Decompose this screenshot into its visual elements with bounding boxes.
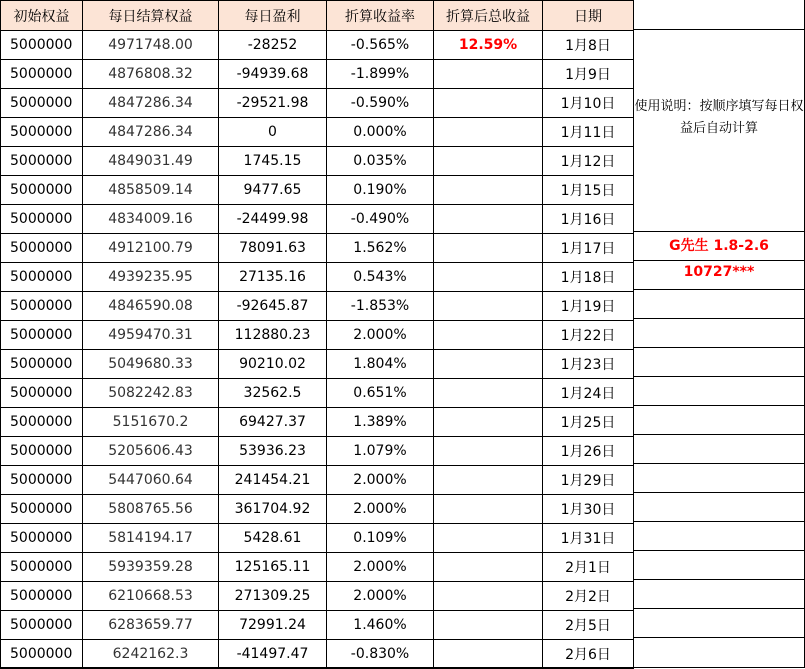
table-row <box>1 437 634 466</box>
cell-return-rate[interactable]: 1.562% <box>327 234 434 263</box>
header-total-return[interactable]: 折算后总收益 <box>434 1 543 31</box>
cell-daily-equity[interactable]: 5049680.33 <box>83 350 219 379</box>
cell-daily-profit[interactable]: -29521.98 <box>219 89 327 118</box>
cell-date[interactable]: 1月25日 <box>543 408 634 437</box>
cell-date[interactable]: 2月2日 <box>543 582 634 611</box>
table-row <box>1 495 634 524</box>
cell-initial-equity[interactable]: 5000000 <box>1 31 83 60</box>
table-row <box>1 640 634 669</box>
cell-return-rate[interactable]: 2.000% <box>327 582 434 611</box>
cell-total-return[interactable] <box>434 205 543 234</box>
cell-date[interactable]: 1月26日 <box>543 437 634 466</box>
cell-date[interactable]: 1月24日 <box>543 379 634 408</box>
cell-daily-profit[interactable]: 72991.24 <box>219 611 327 640</box>
cell-daily-profit[interactable]: 27135.16 <box>219 263 327 292</box>
cell-total-return[interactable] <box>434 147 543 176</box>
cell-daily-equity[interactable]: 4858509.14 <box>83 176 219 205</box>
cell-daily-equity[interactable]: 5808765.56 <box>83 495 219 524</box>
cell-daily-profit[interactable]: -94939.68 <box>219 60 327 89</box>
cell-date[interactable]: 1月22日 <box>543 321 634 350</box>
table-row <box>1 205 634 234</box>
table-row <box>1 89 634 118</box>
cell-daily-profit[interactable]: -24499.98 <box>219 205 327 234</box>
cell-return-rate[interactable]: 2.000% <box>327 321 434 350</box>
cell-return-rate[interactable]: 0.190% <box>327 176 434 205</box>
cell-return-rate[interactable]: -1.853% <box>327 292 434 321</box>
usage-note: 使用说明：按顺序填写每日权益后自动计算 <box>634 99 804 136</box>
cell-daily-profit[interactable]: 69427.37 <box>219 408 327 437</box>
cell-total-return[interactable] <box>434 176 543 205</box>
table-row <box>1 350 634 379</box>
cell-daily-equity[interactable]: 5082242.83 <box>83 379 219 408</box>
cell-total-return[interactable] <box>434 495 543 524</box>
table-row <box>1 321 634 350</box>
cell-initial-equity[interactable]: 5000000 <box>1 524 83 553</box>
cell-date[interactable]: 1月15日 <box>543 176 634 205</box>
table-row <box>1 31 634 60</box>
cell-daily-equity[interactable]: 5151670.2 <box>83 408 219 437</box>
cell-initial-equity[interactable]: 5000000 <box>1 147 83 176</box>
cell-total-return[interactable] <box>434 582 543 611</box>
cell-return-rate[interactable]: 2.000% <box>327 553 434 582</box>
cell-return-rate[interactable]: -1.899% <box>327 60 434 89</box>
cell-total-return[interactable] <box>434 118 543 147</box>
cell-initial-equity[interactable]: 5000000 <box>1 582 83 611</box>
cell-date[interactable]: 1月10日 <box>543 89 634 118</box>
cell-return-rate[interactable]: -0.565% <box>327 31 434 60</box>
cell-total-return[interactable] <box>434 292 543 321</box>
cell-initial-equity[interactable]: 5000000 <box>1 495 83 524</box>
table-row <box>1 611 634 640</box>
cell-initial-equity[interactable]: 5000000 <box>1 437 83 466</box>
cell-total-return[interactable] <box>434 437 543 466</box>
cell-date[interactable]: 1月31日 <box>543 524 634 553</box>
cell-initial-equity[interactable]: 5000000 <box>1 466 83 495</box>
table-row <box>1 60 634 89</box>
cell-return-rate[interactable]: 1.460% <box>327 611 434 640</box>
cell-daily-equity[interactable]: 4876808.32 <box>83 60 219 89</box>
cell-daily-profit[interactable]: -92645.87 <box>219 292 327 321</box>
cell-date[interactable]: 1月23日 <box>543 350 634 379</box>
cell-daily-profit[interactable]: 1745.15 <box>219 147 327 176</box>
cell-total-return[interactable] <box>434 408 543 437</box>
cell-return-rate[interactable]: 2.000% <box>327 495 434 524</box>
cell-return-rate[interactable]: 1.079% <box>327 437 434 466</box>
cell-date[interactable]: 1月8日 <box>543 31 634 60</box>
table-row <box>1 582 634 611</box>
author-account: 10727*** <box>683 264 755 280</box>
cell-daily-equity[interactable]: 4939235.95 <box>83 263 219 292</box>
cell-daily-profit[interactable]: 125165.11 <box>219 553 327 582</box>
cell-initial-equity[interactable]: 5000000 <box>1 234 83 263</box>
cell-daily-profit[interactable]: 9477.65 <box>219 176 327 205</box>
cell-date[interactable]: 1月17日 <box>543 234 634 263</box>
header-daily-equity[interactable]: 每日结算权益 <box>83 1 219 31</box>
cell-initial-equity[interactable]: 5000000 <box>1 263 83 292</box>
table-row <box>1 234 634 263</box>
cell-return-rate[interactable]: 0.035% <box>327 147 434 176</box>
cell-initial-equity[interactable]: 5000000 <box>1 176 83 205</box>
table-row <box>1 176 634 205</box>
cell-total-return[interactable] <box>434 321 543 350</box>
cell-total-return[interactable] <box>434 89 543 118</box>
author-label: G先生 1.8-2.6 <box>669 238 769 254</box>
cell-return-rate[interactable]: 1.389% <box>327 408 434 437</box>
cell-daily-equity[interactable]: 5939359.28 <box>83 553 219 582</box>
cell-total-return[interactable] <box>434 350 543 379</box>
cell-date[interactable]: 1月12日 <box>543 147 634 176</box>
cell-daily-profit[interactable]: 0 <box>219 118 327 147</box>
cell-return-rate[interactable]: 1.804% <box>327 350 434 379</box>
cell-initial-equity[interactable]: 5000000 <box>1 379 83 408</box>
cell-daily-equity[interactable]: 5205606.43 <box>83 437 219 466</box>
cell-initial-equity[interactable]: 5000000 <box>1 89 83 118</box>
header-initial-equity[interactable]: 初始权益 <box>1 1 83 31</box>
table-row <box>1 379 634 408</box>
cell-daily-equity[interactable]: 6242162.3 <box>83 640 219 669</box>
cell-daily-equity[interactable]: 4971748.00 <box>83 31 219 60</box>
cell-daily-profit[interactable]: 271309.25 <box>219 582 327 611</box>
cell-daily-profit[interactable]: -41497.47 <box>219 640 327 669</box>
cell-total-return[interactable] <box>434 553 543 582</box>
cell-return-rate[interactable]: 0.109% <box>327 524 434 553</box>
header-daily-profit[interactable]: 每日盈利 <box>219 1 327 31</box>
cell-daily-profit[interactable]: 361704.92 <box>219 495 327 524</box>
cell-initial-equity[interactable]: 5000000 <box>1 292 83 321</box>
cell-total-return[interactable] <box>434 379 543 408</box>
cell-total-return[interactable] <box>434 611 543 640</box>
cell-date[interactable]: 2月5日 <box>543 611 634 640</box>
cell-daily-profit[interactable]: 32562.5 <box>219 379 327 408</box>
table-row <box>1 466 634 495</box>
cell-return-rate[interactable]: -0.590% <box>327 89 434 118</box>
cell-daily-equity[interactable]: 4847286.34 <box>83 118 219 147</box>
cell-return-rate[interactable]: -0.490% <box>327 205 434 234</box>
cell-daily-equity[interactable]: 4959470.31 <box>83 321 219 350</box>
cell-date[interactable]: 1月11日 <box>543 118 634 147</box>
header-return-rate[interactable]: 折算收益率 <box>327 1 434 31</box>
cell-total-return[interactable] <box>434 640 543 669</box>
cell-date[interactable]: 1月29日 <box>543 466 634 495</box>
table-row <box>1 147 634 176</box>
cell-date[interactable]: 1月9日 <box>543 60 634 89</box>
cell-total-return[interactable] <box>434 524 543 553</box>
cell-daily-equity[interactable]: 4912100.79 <box>83 234 219 263</box>
cell-initial-equity[interactable]: 5000000 <box>1 350 83 379</box>
cell-initial-equity[interactable]: 5000000 <box>1 553 83 582</box>
cell-total-return[interactable] <box>434 234 543 263</box>
cell-initial-equity[interactable]: 5000000 <box>1 118 83 147</box>
cell-total-return[interactable] <box>434 263 543 292</box>
cell-daily-equity[interactable]: 4849031.49 <box>83 147 219 176</box>
header-date[interactable]: 日期 <box>543 1 634 31</box>
cell-initial-equity[interactable]: 5000000 <box>1 321 83 350</box>
table-row <box>1 118 634 147</box>
cell-daily-equity[interactable]: 5447060.64 <box>83 466 219 495</box>
cell-daily-profit[interactable]: 241454.21 <box>219 466 327 495</box>
cell-initial-equity[interactable]: 5000000 <box>1 611 83 640</box>
cell-total-return[interactable]: 12.59% <box>434 31 543 60</box>
cell-total-return[interactable] <box>434 60 543 89</box>
cell-daily-equity[interactable]: 6210668.53 <box>83 582 219 611</box>
table-row <box>1 524 634 553</box>
cell-date[interactable]: 1月16日 <box>543 205 634 234</box>
cell-date[interactable]: 2月1日 <box>543 553 634 582</box>
cell-return-rate[interactable]: 0.000% <box>327 118 434 147</box>
cell-daily-equity[interactable]: 6283659.77 <box>83 611 219 640</box>
cell-daily-profit[interactable]: 5428.61 <box>219 524 327 553</box>
cell-daily-equity[interactable]: 5814194.17 <box>83 524 219 553</box>
cell-total-return[interactable] <box>434 466 543 495</box>
cell-date[interactable]: 1月18日 <box>543 263 634 292</box>
header-row <box>1 1 634 31</box>
cell-daily-equity[interactable]: 4834009.16 <box>83 205 219 234</box>
cell-initial-equity[interactable]: 5000000 <box>1 60 83 89</box>
cell-initial-equity[interactable]: 5000000 <box>1 640 83 669</box>
cell-initial-equity[interactable]: 5000000 <box>1 408 83 437</box>
cell-daily-profit[interactable]: 78091.63 <box>219 234 327 263</box>
cell-date[interactable]: 1月19日 <box>543 292 634 321</box>
table-row <box>1 263 634 292</box>
table-row <box>1 292 634 321</box>
table-row <box>1 408 634 437</box>
cell-daily-profit[interactable]: 53936.23 <box>219 437 327 466</box>
cell-date[interactable]: 1月30日 <box>543 495 634 524</box>
cell-daily-profit[interactable]: -28252 <box>219 31 327 60</box>
cell-daily-equity[interactable]: 4846590.08 <box>83 292 219 321</box>
table-row <box>1 553 634 582</box>
cell-daily-equity[interactable]: 4847286.34 <box>83 89 219 118</box>
cell-initial-equity[interactable]: 5000000 <box>1 205 83 234</box>
cell-return-rate[interactable]: -0.830% <box>327 640 434 669</box>
cell-date[interactable]: 2月6日 <box>543 640 634 669</box>
cell-return-rate[interactable]: 0.543% <box>327 263 434 292</box>
cell-return-rate[interactable]: 2.000% <box>327 466 434 495</box>
cell-daily-profit[interactable]: 90210.02 <box>219 350 327 379</box>
cell-daily-profit[interactable]: 112880.23 <box>219 321 327 350</box>
cell-return-rate[interactable]: 0.651% <box>327 379 434 408</box>
